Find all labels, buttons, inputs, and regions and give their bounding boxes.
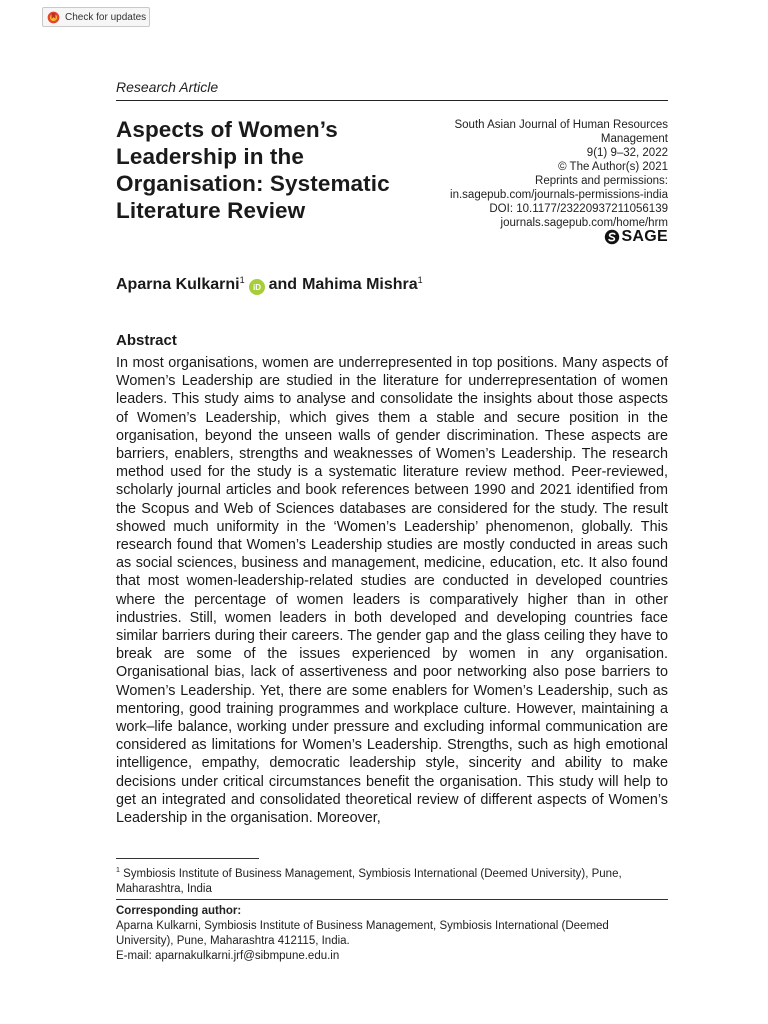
footnote-divider bbox=[116, 858, 259, 859]
header-divider bbox=[116, 100, 668, 101]
article-type: Research Article bbox=[116, 79, 219, 95]
svg-text:iD: iD bbox=[252, 283, 261, 293]
sage-logo-icon bbox=[604, 229, 620, 245]
reprints-label: Reprints and permissions: bbox=[535, 175, 668, 187]
journal-homepage-link[interactable]: journals.sagepub.com/home/hrm bbox=[500, 217, 668, 229]
author-name: Mahima Mishra bbox=[302, 276, 418, 293]
email-link[interactable]: aparnakulkarni.jrf@sibmpune.edu.in bbox=[154, 950, 340, 962]
author-list bbox=[116, 276, 423, 295]
author-affiliation-marker: 1 bbox=[417, 275, 423, 285]
footnote-text: Symbiosis Institute of Business Management, Symbiosis International (Deemed University), Pune, Maharashtra, India bbox=[116, 867, 622, 895]
footnote-marker: 1 bbox=[116, 867, 120, 874]
copyright: © The Author(s) 2021 bbox=[558, 161, 668, 173]
check-for-updates-button[interactable] bbox=[42, 7, 150, 27]
article-title: Aspects of Women’s Leadership in the Organisation: Systematic Literature Review bbox=[116, 117, 390, 223]
check-for-updates-icon bbox=[47, 11, 60, 24]
corresponding-author-address: Aparna Kulkarni, Symbiosis Institute of Business Management, Symbiosis International (Deemed University), Pune, Maharashtra 412115, India. bbox=[116, 920, 609, 947]
author-affiliation-marker: 1 bbox=[239, 275, 245, 285]
journal-name: South Asian Journal of Human Resources Management bbox=[454, 119, 668, 145]
affiliation-footnote bbox=[116, 863, 668, 897]
correspondence-divider bbox=[116, 899, 668, 900]
doi[interactable]: DOI: 10.1177/23220937211056139 bbox=[489, 203, 668, 215]
corresponding-author-heading: Corresponding author: bbox=[116, 905, 242, 917]
abstract-heading: Abstract bbox=[116, 332, 177, 349]
corresponding-author-email-line bbox=[116, 949, 668, 964]
publisher-logo bbox=[604, 228, 668, 246]
journal-issue: 9(1) 9–32, 2022 bbox=[586, 147, 668, 159]
check-for-updates-label: Check for updates bbox=[65, 11, 147, 23]
corresponding-author-block bbox=[116, 904, 668, 964]
email-label: E-mail: bbox=[116, 950, 155, 962]
author-separator: and bbox=[268, 276, 298, 293]
abstract-text: In most organisations, women are underrepresented in top positions. Many aspects of Women’s Leadership are studied in the literature for underrepresentation of women leaders. This study aims to analyse and consolidate the insights about those aspects of Women’s Leadership, which gives them a stable and secure position in the organisation, beyond the unseen walls of gender discrimination. These aspects are barriers, enablers, strengths and weaknesses of Women’s Leadership. The research method used for the study is a systematic literature review method. Peer-reviewed, scholarly journal articles and book references between 1990 and 2021 identified from the Scopus and Web of Sciences databases are considered for the study. The result showed much uniformity in the ‘Women’s Leadership’ phenomenon, globally. This research found that Women’s Leadership studies are mostly conducted in areas such as social sciences, business and management, medicine, education, etc. It also found that most women-leadership-related studies are conducted in developed countries where the percentage of women leaders is comparatively higher than in other industries. Still, women leaders in both developed and developing countries face similar barriers during their careers. The gender gap and the glass ceiling they have to break are some of the issues experienced by women in any organisation. Organisational bias, lack of assertiveness and poor networking also pose barriers to Women’s Leadership. Yet, there are some enablers for Women’s Leadership, such as mentoring, good training programmes and workplace culture. However, maintaining a work–life balance, working under pressure and excluding informal communication are considered as limitations for Women’s Leadership. Strengths, such as high emotional intelligence, empathy, democratic leadership style, sincerity and ability to make decisions under critical circumstances benefit the organisation. This study will help to get an integrated and consolidated theoretical review of different aspects of Women’s Leadership in the organisation. Moreover, bbox=[116, 355, 668, 827]
journal-metadata bbox=[428, 118, 668, 230]
orcid-icon[interactable] bbox=[249, 279, 265, 295]
author-name: Aparna Kulkarni bbox=[116, 276, 240, 293]
publisher-name: SAGE bbox=[621, 228, 668, 245]
permissions-link[interactable]: in.sagepub.com/journals-permissions-india bbox=[450, 189, 668, 201]
